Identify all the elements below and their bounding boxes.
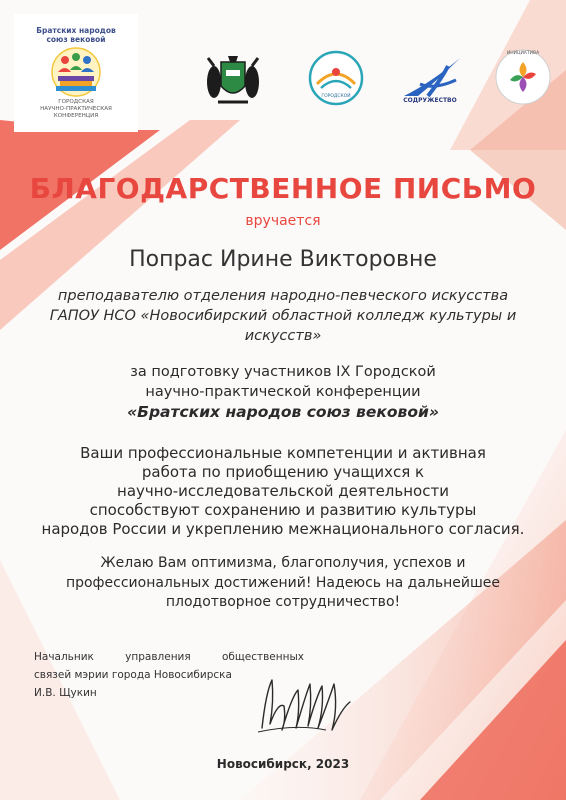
handwritten-signature — [256, 672, 356, 738]
reason-line: научно-практической конференции — [145, 384, 421, 400]
signatory-title-word: управления — [125, 651, 191, 663]
partner-logo-city — [307, 50, 365, 110]
signatory-title-word: общественных — [221, 651, 304, 663]
body-line: способствуют сохранению и развитию культуры — [89, 501, 477, 519]
conference-name: «Братских народов союз вековой» — [127, 403, 439, 421]
sun-circle-emblem-icon — [307, 50, 365, 106]
gratitude-text — [22, 444, 544, 539]
partner-logo-sodruzhestvo — [398, 52, 468, 108]
wishes-text — [30, 554, 536, 613]
signatory-title-word: Начальник — [34, 651, 94, 663]
body-line: работа по приобщению учащихся к — [141, 463, 425, 481]
coat-of-arms-icon — [206, 52, 260, 108]
partner-logo-coat-of-arms — [206, 52, 260, 112]
logo-bottom-text: ГОРОДСКАЯ НАУЧНО-ПРАКТИЧЕСКАЯ КОНФЕРЕНЦИЯ — [40, 99, 112, 119]
wish-line: Желаю Вам оптимизма, благополучия, успехов и — [100, 555, 466, 571]
awarded-label: вручается — [245, 213, 321, 229]
signatory-name: И.В. Щукин — [34, 687, 97, 699]
position-line: искусств» — [244, 328, 322, 344]
books-people-icon — [41, 46, 111, 98]
award-reason — [0, 362, 566, 402]
reason-line: за подготовку участников IX Городской — [130, 364, 436, 380]
signatory-title-line2: связей мэрии города Новосибирска — [34, 669, 232, 681]
wish-line: профессиональных достижений! Надеюсь на дальнейшее — [65, 574, 501, 591]
conference-logo — [14, 14, 138, 132]
city-year: Новосибирск, 2023 — [216, 757, 350, 771]
document-title: БЛАГОДАРСТВЕННОЕ ПИСЬМО — [29, 172, 537, 205]
logo-top-text: Братских народов союз вековой — [36, 26, 116, 44]
body-line: Ваши профессиональные компетенции и активная — [80, 444, 486, 462]
body-line: народов России и укреплению межнационального согласия. — [41, 520, 525, 538]
body-line: научно-исследовательской деятельности — [117, 482, 449, 500]
initiative-caption: ИНИЦИАТИВА — [506, 51, 540, 56]
partner-logo-initiative — [492, 44, 554, 114]
initiative-resource-icon — [492, 44, 554, 110]
recipient-name: Попрас Ирине Викторовне — [129, 247, 437, 272]
sodruzhestvo-caption: СОДРУЖЕСТВО — [403, 97, 457, 104]
city-logo-caption: ГОРОДСКОЙ — [321, 94, 351, 99]
position-line: преподавателю отделения народно-певческого искусства — [57, 288, 509, 304]
position-line: ГАПОУ НСО «Новосибирский областной колледж культуры и — [49, 308, 517, 324]
recipient-position — [30, 286, 536, 346]
wish-line: плодотворное сотрудничество! — [165, 594, 401, 610]
signatory-title-line1 — [34, 648, 304, 666]
sodruzhestvo-logo-icon — [398, 52, 468, 104]
